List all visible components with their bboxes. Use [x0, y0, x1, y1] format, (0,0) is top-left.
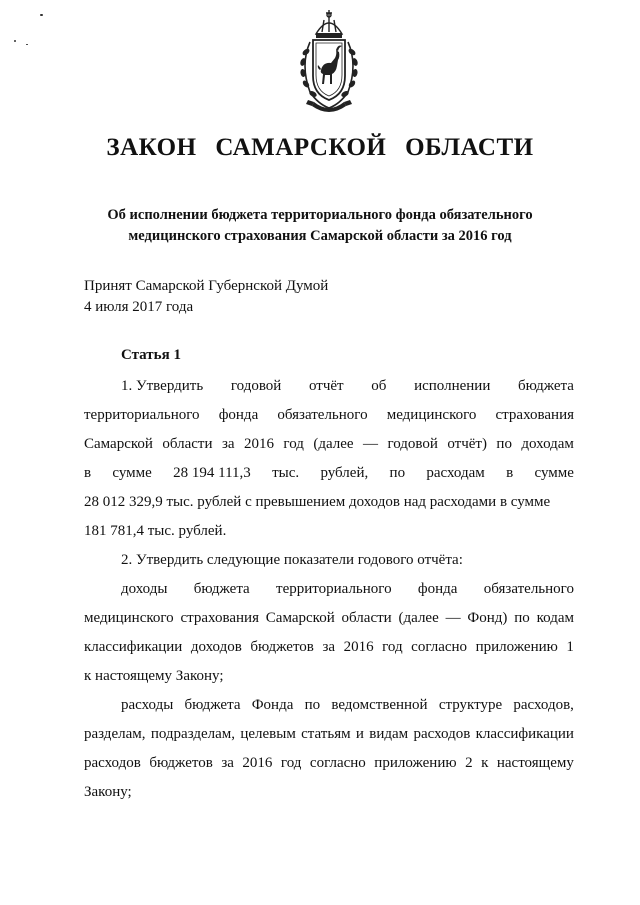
line-word: бюджетов: [250, 639, 314, 655]
text-line: [84, 459, 574, 488]
text-line: [84, 401, 574, 430]
subtitle-line: медицинского страхования Самарской области за 2016 год: [128, 228, 512, 244]
line-word: территориального: [276, 581, 392, 597]
line-word: расходов: [84, 755, 141, 771]
line-word: рублей,: [320, 465, 369, 481]
line-word: —: [445, 610, 461, 626]
line-word: расходов,: [513, 697, 574, 713]
line-word: по: [389, 465, 406, 481]
line-word: к: [481, 755, 489, 771]
article-heading: Статья 1: [121, 347, 181, 363]
text-line: [84, 749, 574, 778]
line-word: расходы: [121, 697, 174, 713]
adoption-line: Принят Самарской Губернской Думой: [84, 278, 329, 294]
line-word: бюджетов: [149, 755, 213, 771]
line-word: обязательного: [483, 581, 574, 597]
text-line: [84, 430, 574, 459]
line-word: классификации: [84, 639, 183, 655]
adoption-note: [84, 276, 328, 318]
line-word: сумме: [112, 465, 152, 481]
line-word: страхования: [180, 610, 259, 626]
article-body: [84, 372, 574, 807]
line-word: бюджета: [184, 697, 241, 713]
line-word: кодам: [536, 610, 574, 626]
line-word: доходам: [521, 436, 574, 452]
line-word: в: [506, 465, 514, 481]
line-text: к настоящему Закону;: [84, 668, 224, 684]
text-line: [84, 662, 574, 691]
line-word: 1: [566, 639, 574, 655]
line-word: доходов: [190, 639, 242, 655]
text-line: [84, 575, 574, 604]
text-line: [84, 488, 574, 517]
line-word: исполнении: [414, 378, 491, 394]
line-word: обязательного: [277, 407, 368, 423]
text-line: [84, 604, 574, 633]
line-word: в: [84, 465, 92, 481]
line-word: тыс.: [272, 465, 300, 481]
law-title: ЗАКОН САМАРСКОЙ ОБЛАСТИ: [106, 134, 534, 161]
line-word: расходов: [413, 726, 471, 742]
scan-speck: [26, 44, 28, 45]
line-word: видам: [369, 726, 409, 742]
line-word: —: [363, 436, 378, 452]
text-line: [84, 720, 574, 749]
line-word: классификации: [475, 726, 574, 742]
line-word: ведомственной: [331, 697, 428, 713]
line-word: приложению: [374, 755, 457, 771]
line-word: по: [496, 436, 512, 452]
line-word: доходы: [121, 581, 168, 597]
text-line: [84, 517, 574, 546]
line-word: об: [371, 378, 387, 394]
text-line: [84, 691, 574, 720]
line-word: год: [280, 755, 302, 771]
scan-speck: [40, 14, 43, 16]
line-word: медицинского: [386, 407, 477, 423]
line-word: подразделам,: [150, 726, 236, 742]
line-word: расходам: [426, 465, 485, 481]
coat-of-arms-emblem: [296, 10, 362, 116]
line-text: 181 781,4 тыс. рублей.: [84, 523, 227, 539]
line-text: 2. Утвердить следующие показатели годового отчёта:: [121, 552, 463, 568]
line-word: бюджета: [193, 581, 250, 597]
line-word: Самарской: [84, 436, 153, 452]
adoption-date: 4 июля 2017 года: [84, 299, 194, 315]
line-word: годовой: [230, 378, 282, 394]
line-word: год: [283, 436, 304, 452]
line-word: 2016: [242, 755, 273, 771]
line-word: сумме: [534, 465, 574, 481]
line-word: отчёт): [447, 436, 487, 452]
line-word: Фонда: [251, 697, 294, 713]
line-word: территориального: [84, 407, 200, 423]
text-line: [84, 778, 574, 807]
line-word: разделам,: [84, 726, 146, 742]
line-word: 2016: [243, 436, 274, 452]
line-word: 2: [465, 755, 473, 771]
line-word: отчёт: [309, 378, 344, 394]
line-word: 2016: [343, 639, 374, 655]
line-word: за: [322, 639, 336, 655]
line-word: 28 194 111,3: [173, 465, 251, 481]
line-word: за: [221, 436, 235, 452]
line-word: (далее: [313, 436, 354, 452]
scan-speck: [14, 40, 16, 42]
line-word: за: [221, 755, 234, 771]
line-word: годовой: [387, 436, 438, 452]
line-word: согласно: [309, 755, 366, 771]
line-word: фонда: [218, 407, 259, 423]
subtitle-line: Об исполнении бюджета территориального фонда обязательного: [107, 207, 533, 223]
line-word: бюджета: [518, 378, 574, 394]
line-word: страхования: [495, 407, 574, 423]
line-word: фонда: [417, 581, 458, 597]
line-word: приложению: [475, 639, 558, 655]
text-line: [84, 633, 574, 662]
line-word: год: [382, 639, 403, 655]
line-word: области: [162, 436, 213, 452]
line-word: Фонд): [467, 610, 508, 626]
line-word: области: [341, 610, 392, 626]
line-word: целевым: [240, 726, 296, 742]
line-text: 28 012 329,9 тыс. рублей с превышением доходов над расходами в сумме: [84, 494, 551, 510]
line-text: Закону;: [84, 784, 132, 800]
text-line: [84, 546, 574, 575]
law-subtitle: [40, 205, 600, 247]
line-word: по: [514, 610, 530, 626]
text-line: [84, 372, 574, 401]
line-word: структуре: [438, 697, 503, 713]
line-word: Самарской: [265, 610, 335, 626]
line-word: и: [355, 726, 364, 742]
line-word: (далее: [398, 610, 439, 626]
line-word: по: [304, 697, 321, 713]
line-word: статьям: [301, 726, 351, 742]
line-word: настоящему: [496, 755, 574, 771]
line-word: 1. Утвердить: [121, 378, 204, 394]
line-word: согласно: [411, 639, 468, 655]
line-word: медицинского: [84, 610, 174, 626]
